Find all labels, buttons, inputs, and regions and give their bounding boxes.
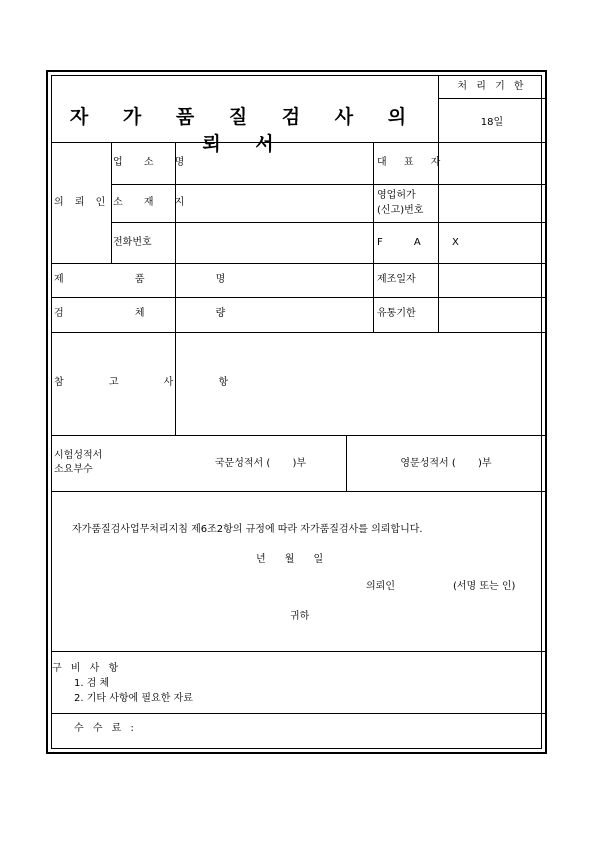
processing-label: 처 리 기 한 [457,81,527,92]
form-title: 자 가 품 질 검 사 의 뢰 서 [69,106,421,155]
phone-label: 전화번호 [113,237,152,248]
fax-label: F A X [377,237,473,248]
requester-sign-label: 의뢰인 [366,581,395,592]
business-name-label: 업 소 명 [113,157,194,168]
korean-report-count: 국문성적서 ( )부 [214,458,307,469]
sample-amount-label: 검 체 량 [54,308,260,319]
representative-label: 대 표 자 [377,157,448,168]
notes-label: 참 고 사 항 [54,377,250,388]
request-statement: 자가품질검사업무처리지침 제6조2항의 규정에 따라 자가품질검사를 의뢰합니다. [72,524,423,535]
required-doc-2: 2. 기타 사항에 필요한 자료 [74,693,193,704]
date-line: 년 월 일 [256,554,324,565]
license-label-1: 영업허가 [377,190,416,201]
license-label-2: (신고)번호 [377,205,424,216]
fee-label: 수 수 료 : [74,723,137,734]
copies-label-1: 시험성적서 [54,450,103,461]
form-inner [51,75,542,749]
sign-note: (서명 또는 인) [453,581,516,592]
product-name-label: 제 품 명 [54,274,260,285]
addressee: 귀하 [290,611,310,622]
copies-label-2: 소요부수 [54,464,93,475]
requester-label: 의 뢰 인 [54,197,110,208]
form-frame [46,70,547,754]
required-docs-label: 구 비 사 항 [52,663,122,674]
location-label: 소 재 지 [113,197,194,208]
processing-value: 18일 [480,117,504,128]
english-report-count: 영문성적서 ( )부 [400,458,492,469]
manufacture-date-label: 제조일자 [377,274,416,285]
required-doc-1: 1. 검 체 [74,678,110,689]
expiry-label: 유통기한 [377,308,416,319]
